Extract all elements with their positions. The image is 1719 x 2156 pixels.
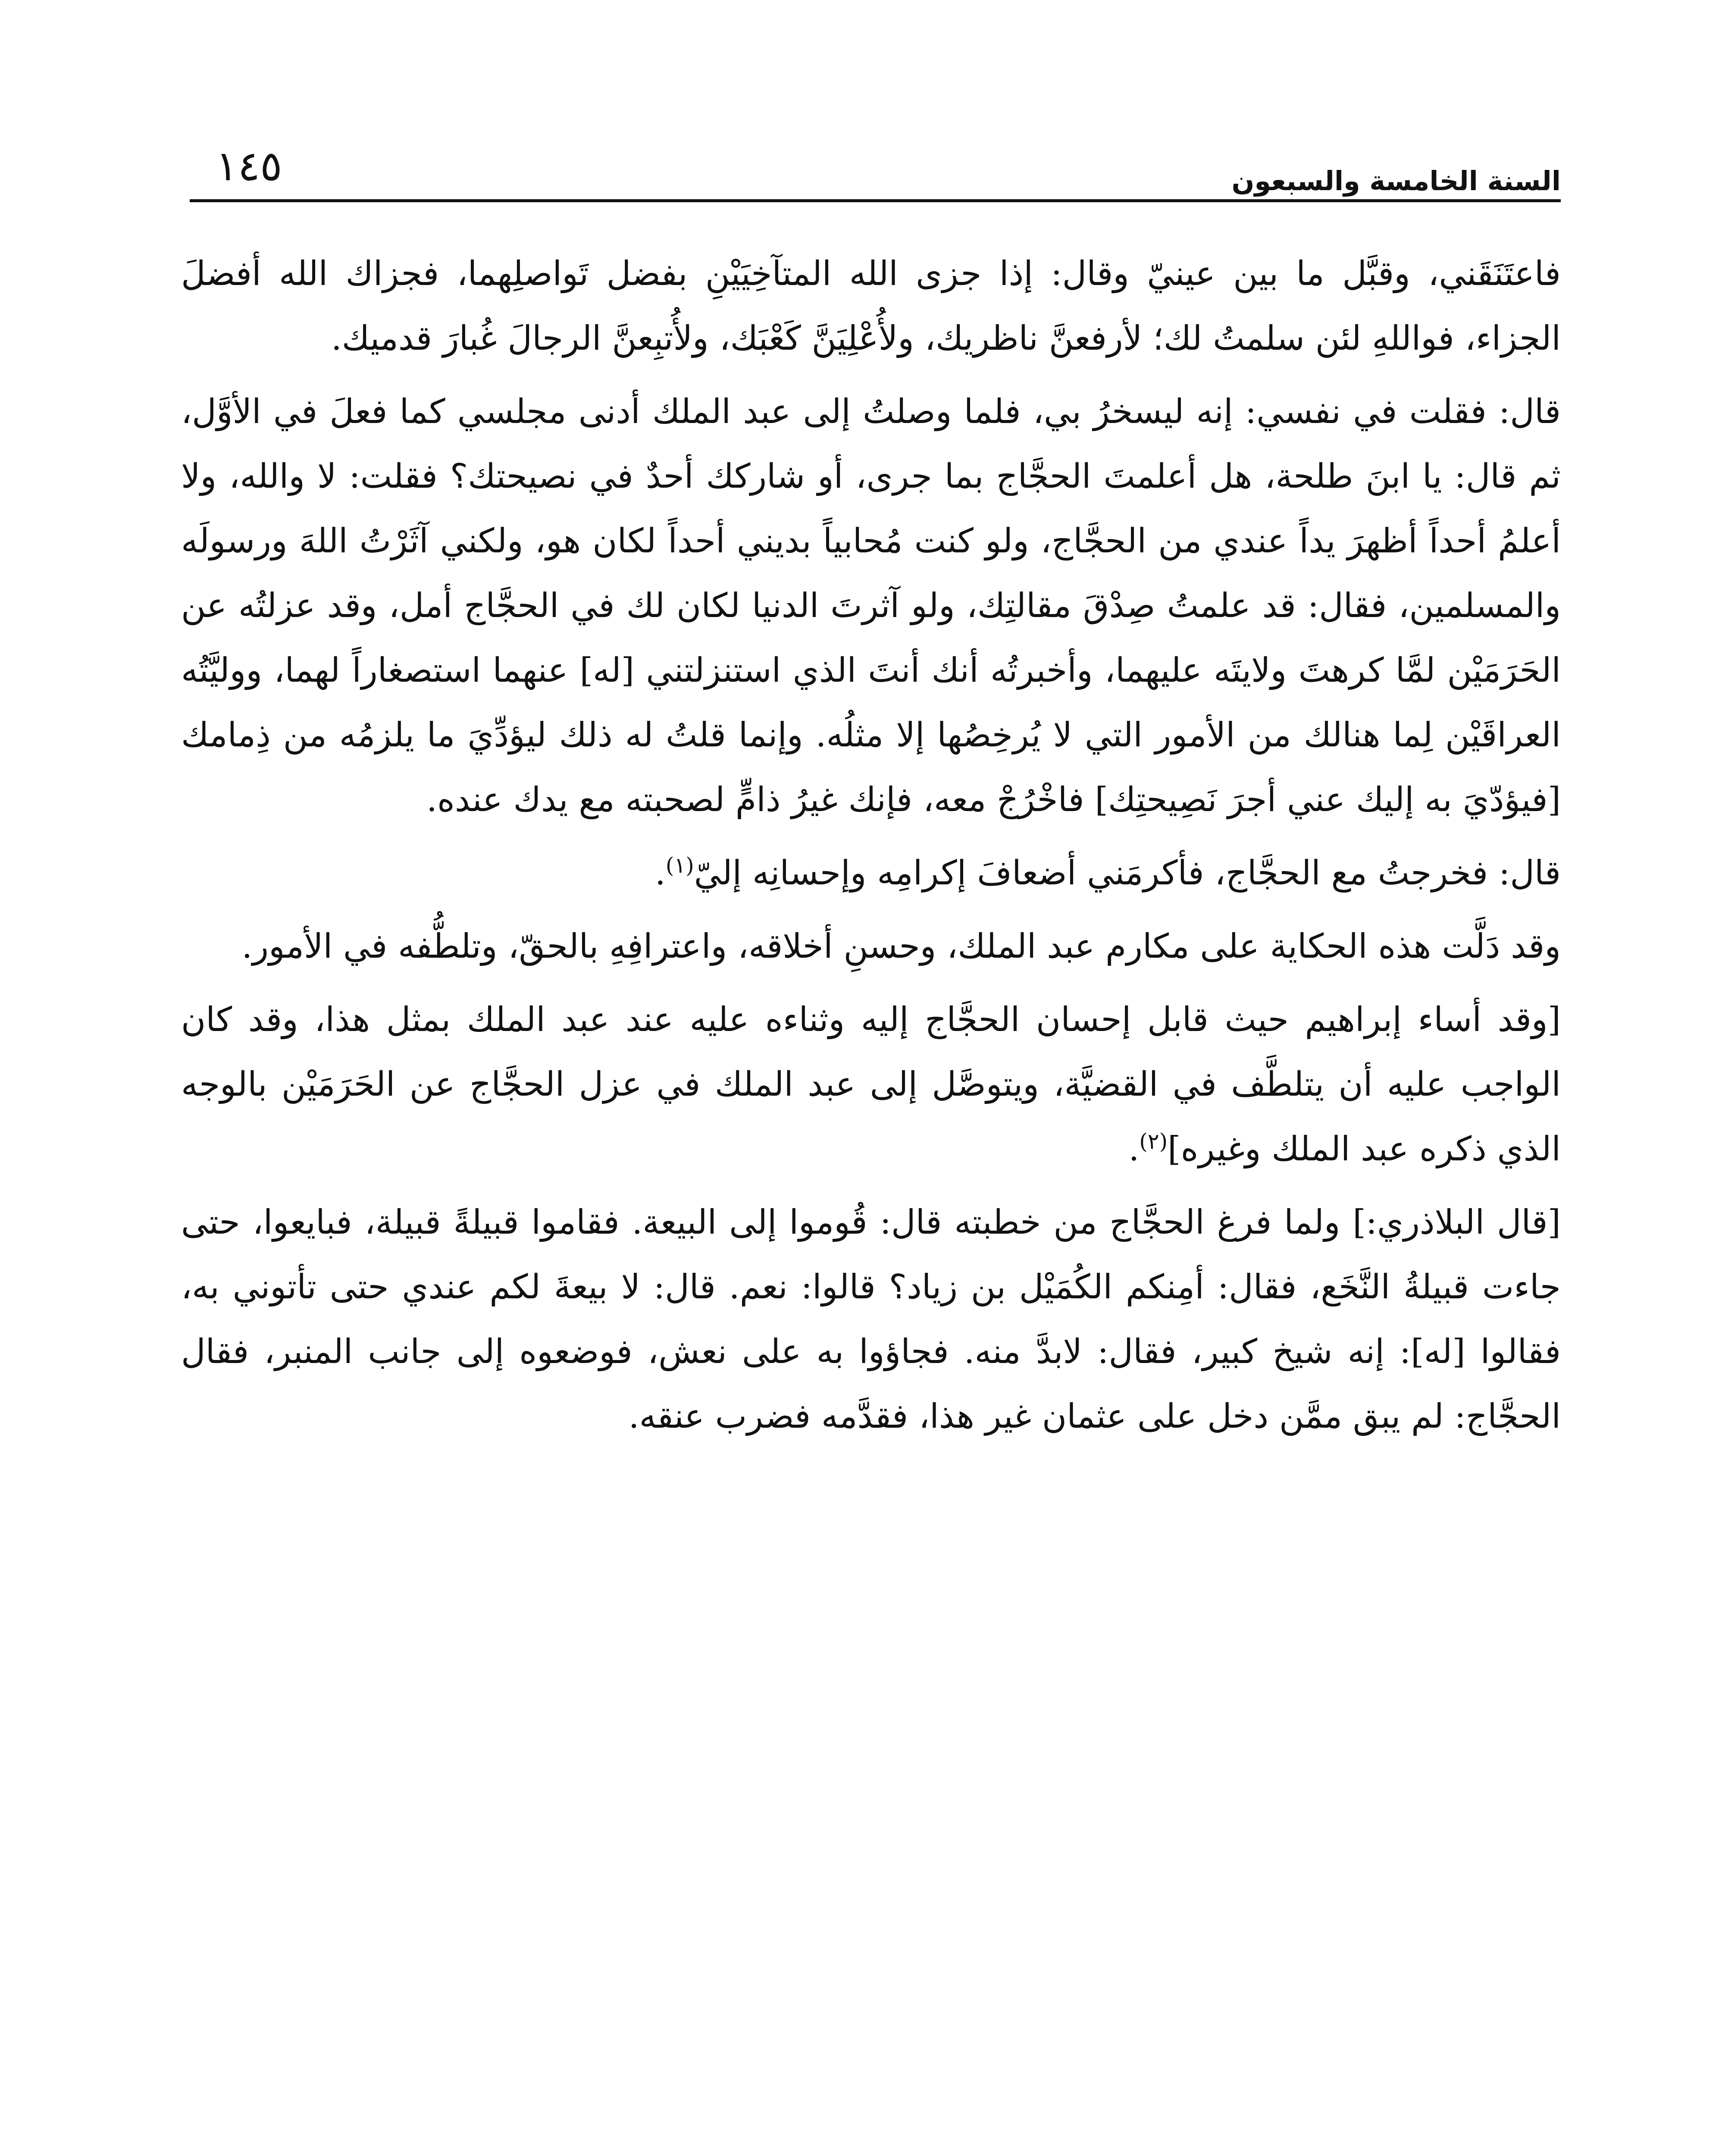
paragraph-5 (181, 987, 1561, 1181)
header-rule (190, 199, 1561, 202)
footnote-ref-1[interactable]: (١) (665, 853, 694, 878)
main-text (181, 241, 1561, 1457)
paragraph-5-text: [وقد أساء إبراهيم حيث قابل إحسان الحجَّاج إليه وثناءه عليه عند عبد الملك بمثل هذا، وقد كان الواجب عليه أن يتلطَّف في القضيَّة، ويتوصَّل إلى عبد الملك في عزل الحجَّاج عن الحَرَمَيْن بالوجه الذي ذكره عبد الملك وغيره] (181, 1000, 1561, 1169)
paragraph-3 (181, 841, 1561, 906)
running-header (190, 129, 1561, 207)
paragraph-4: وقد دَلَّت هذه الحكاية على مكارم عبد الملك، وحسنِ أخلاقه، واعترافِهِ بالحقّ، وتلطُّفه في الأمور. (241, 927, 1561, 966)
paragraph-3-text: قال: فخرجتُ مع الحجَّاج، فأكرمَني أضعافَ إكرامِه وإحسانِه إليّ (694, 854, 1561, 893)
running-title: السنة الخامسة والسبعون (1231, 165, 1561, 197)
footnote-ref-2[interactable]: (٢) (1139, 1129, 1168, 1154)
paragraph-1: فاعتَنَقَني، وقبَّل ما بين عينيّ وقال: إذا جزى الله المتآخِيَيْنِ بفضل تَواصلِهما، فجزاك الله أفضلَ الجزاء، فواللهِ لئن سلمتُ لك؛ لأرفعنَّ ناظريك، ولأُعْلِيَنَّ كَعْبَك، ولأُتبِعنَّ الرجالَ غُبارَ قدميك. (181, 254, 1561, 358)
paragraph-3-end: . (655, 854, 666, 893)
paragraph-2: قال: فقلت في نفسي: إنه ليسخرُ بي، فلما وصلتُ إلى عبد الملك أدنى مجلسي كما فعلَ في الأوَّل، ثم قال: يا ابنَ طلحة، هل أعلمتَ الحجَّاج بما جرى، أو شاركك أحدٌ في نصيحتك؟ فقلت: لا والله، ولا أعلمُ أحداً أظهرَ يداً عندي من الحجَّاج، ولو كنت مُحابياً بديني أحداً لكان هو، ولكني آثَرْتُ اللهَ ورسولَه والمسلمين، فقال: قد علمتُ صِدْقَ مقالتِك، ولو آثرتَ الدنيا لكان لك في الحجَّاج أمل، وقد عزلتُه عن الحَرَمَيْن لمَّا كرهتَ ولايتَه عليهما، وأخبرتُه أنك أنتَ الذي استنزلتني [له] عنهما استصغاراً لهما، ووليَّتُه العراقَيْن لِما هنالك من الأمور التي لا يُرخِصُها إلا مثلُه. وإنما قلتُ له ذلك ليؤدِّيَ ما يلزمُه من ذِمامك [فيؤدّيَ به إليك عني أجرَ نَصِيحتِك] فاخْرُجْ معه، فإنك غيرُ ذامٍّ لصحبته مع يدك عنده. (181, 392, 1561, 819)
page-number: ١٤٥ (216, 142, 282, 190)
paragraph-5-end: . (1128, 1130, 1140, 1169)
paragraph-6: [قال البلاذري:] ولما فرغ الحجَّاج من خطبته قال: قُوموا إلى البيعة. فقاموا قبيلةً قبيلة، فبايعوا، حتى جاءت قبيلةُ النَّخَع، فقال: أمِنكم الكُمَيْل بن زياد؟ قالوا: نعم. قال: لا بيعةَ لكم عندي حتى تأتوني به، فقالوا [له]: إنه شيخ كبير، فقال: لابدَّ منه. فجاؤوا به على نعش، فوضعوه إلى جانب المنبر، فقال الحجَّاج: لم يبق ممَّن دخل على عثمان غير هذا، فقدَّمه فضرب عنقه. (181, 1203, 1561, 1436)
